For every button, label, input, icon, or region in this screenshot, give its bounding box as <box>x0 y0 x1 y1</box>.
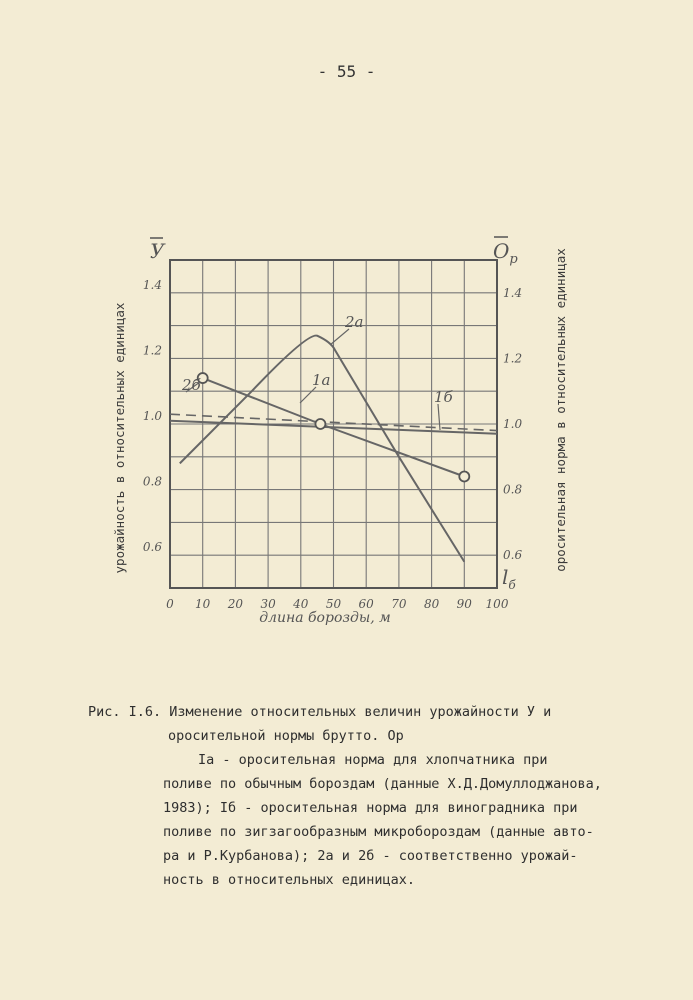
y-right-tick-label: 0.6 <box>503 548 523 563</box>
x-tick-label: 20 <box>227 597 244 611</box>
series-line-2а <box>180 336 464 562</box>
y-right-tick-label: 0.8 <box>503 482 523 497</box>
x-tick-label: 10 <box>195 597 211 611</box>
caption-line-2: оросительной нормы брутто. Ор <box>168 728 404 744</box>
x-tick-label: 90 <box>456 597 472 611</box>
x-tick-label: 80 <box>423 597 440 611</box>
x-tick-label: 100 <box>485 597 509 611</box>
caption-line-4: поливе по обычным бороздам (данные Х.Д.Домуллоджанова, <box>163 776 602 792</box>
caption-line-5: 1983); Iб - оросительная норма для виноградника при <box>163 800 578 816</box>
y-right-tick-label: 1.2 <box>503 351 523 366</box>
series-label-1б: 1б <box>434 388 453 406</box>
figure-caption <box>88 700 648 892</box>
y-left-tick-label: 0.6 <box>142 540 162 555</box>
y-left-axis-symbol: У <box>150 239 165 263</box>
caption-line-7: ра и Р.Курбанова); 2а и 2б - соответственно урожай- <box>163 848 578 864</box>
x-tick-label: 70 <box>391 597 407 611</box>
caption-line-3: Iа - оросительная норма для хлопчатника при <box>198 752 548 768</box>
series-point-2б <box>315 419 325 429</box>
x-tick-label: 40 <box>293 597 309 611</box>
series-label-leader-1а <box>300 387 316 403</box>
series-point-2б <box>459 471 469 481</box>
y-left-tick-label: 1.0 <box>142 409 162 423</box>
caption-line-8: ность в относительных единицах. <box>163 872 415 888</box>
x-tick-label: 60 <box>358 597 374 611</box>
y-left-tick-label: 1.4 <box>142 277 162 292</box>
series-label-2а: 2а <box>345 313 364 331</box>
page-number: - 55 - <box>317 62 376 81</box>
caption-line-6: поливе по зигзагообразным микробороздам (данные авто- <box>163 824 594 840</box>
y-left-tick-label: 0.8 <box>142 474 162 489</box>
y-left-axis-label: урожайность в относительных единицах <box>112 302 127 574</box>
y-right-axis-symbol: $О_р$ <box>493 239 518 267</box>
y-left-tick-label: 1.2 <box>142 343 162 358</box>
x-tick-label: 50 <box>325 597 342 611</box>
series-label-leader-2а <box>330 329 349 345</box>
caption-line-1: Рис. I.6. Изменение относительных величин урожайности У и <box>88 704 552 720</box>
x-axis-end-symbol: $l_б$ <box>502 565 516 592</box>
y-right-axis-label: оросительная норма в относительных единицах <box>553 248 568 572</box>
series-label-1а: 1а <box>312 371 331 389</box>
series-label-leader-1б <box>438 404 440 430</box>
x-axis-label: длина борозды, м <box>259 610 391 626</box>
x-tick-label: 30 <box>260 597 276 611</box>
x-tick-label: 0 <box>166 597 174 611</box>
y-right-tick-label: 1.0 <box>503 417 523 431</box>
y-right-tick-label: 1.4 <box>503 285 523 300</box>
series-label-2б: 2б <box>182 376 201 394</box>
